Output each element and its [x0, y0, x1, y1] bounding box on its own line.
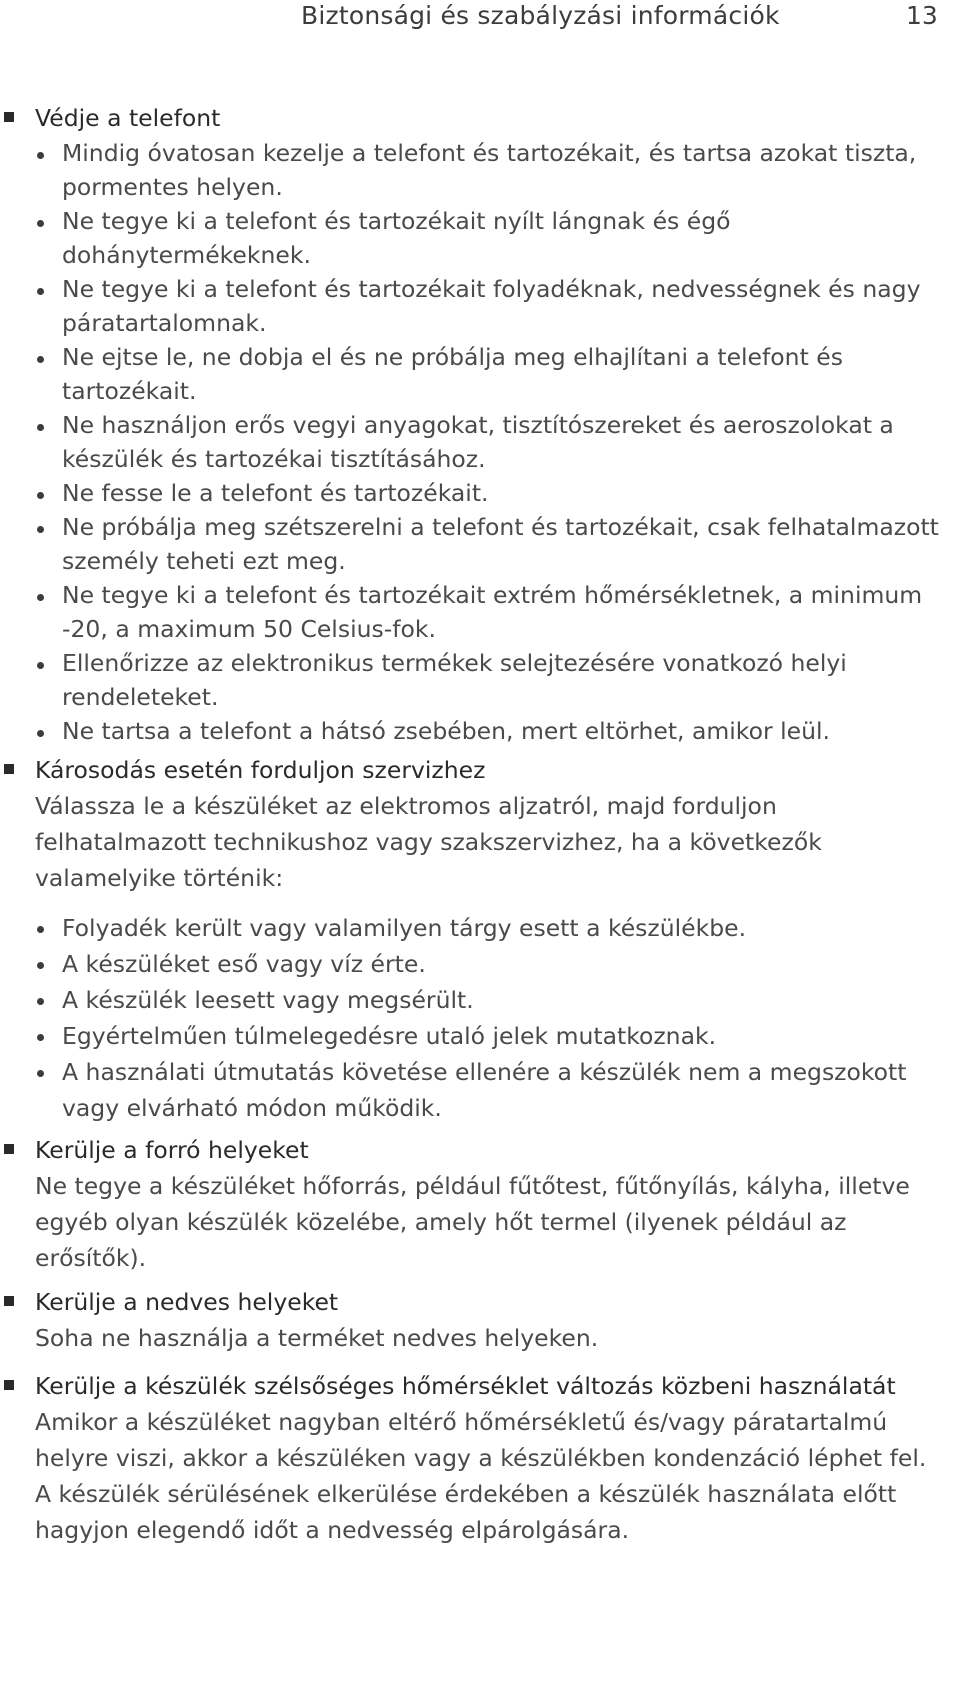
section-paragraph: Amikor a készüléket nagyban eltérő hőmérsékletű és/vagy páratartalmú helyre viszi, akkor a készüléken vagy a készülékben kondenzáció léphet fel. A készülék sérülésének elkerülése érdekében a készülék használata előtt hagyjon elegendő időt a nedvesség elpárolgására.: [35, 1408, 927, 1544]
bullet-dot-icon: [37, 998, 44, 1005]
list-item: [0, 910, 960, 946]
section-heading-text: Kerülje a nedves helyeket: [35, 1288, 339, 1316]
section-paragraph: Ne tegye a készüléket hőforrás, például fűtőtest, fűtőnyílás, kályha, illetve egyéb olyan készülék közelébe, amely hőt termel (ilyenek például az erősítők).: [35, 1172, 910, 1272]
list-item: [0, 646, 960, 714]
list-item: [0, 340, 960, 408]
list-item-text: Ne ejtse le, ne dobja el és ne próbálja meg elhajlítani a telefont és tartozékait.: [62, 343, 843, 405]
section-service-on-damage: [0, 752, 960, 1126]
list-item-text: A használati útmutatás követése ellenére a készülék nem a megszokott vagy elvárható módon működik.: [62, 1058, 907, 1122]
list-item: [0, 136, 960, 204]
square-bullet-icon: [4, 1380, 14, 1390]
list-item-text: Ne próbálja meg szétszerelni a telefont és tartozékait, csak felhatalmazott személy teheti ezt meg.: [62, 513, 939, 575]
list-item-text: Ne tegye ki a telefont és tartozékait nyílt lángnak és égő dohánytermékeknek.: [62, 207, 731, 269]
list-item: [0, 946, 960, 982]
section-paragraph: Soha ne használja a terméket nedves helyeken.: [35, 1324, 599, 1352]
page-header: [0, 0, 960, 40]
bullet-dot-icon: [37, 962, 44, 969]
list-item-text: Mindig óvatosan kezelje a telefont és tartozékait, és tartsa azokat tiszta, pormentes helyen.: [62, 139, 917, 201]
bullet-dot-icon: [37, 1034, 44, 1041]
bullet-dot-icon: [37, 356, 44, 363]
section-temperature-change: [0, 1368, 960, 1548]
square-bullet-icon: [4, 112, 14, 122]
list-item-text: Folyadék került vagy valamilyen tárgy esett a készülékbe.: [62, 914, 747, 942]
square-bullet-icon: [4, 1144, 14, 1154]
bullet-dot-icon: [37, 526, 44, 533]
list-item-text: Ne fesse le a telefont és tartozékait.: [62, 479, 489, 507]
bullet-dot-icon: [37, 594, 44, 601]
page-header-title: Biztonsági és szabályzási információk: [301, 1, 780, 30]
square-bullet-icon: [4, 764, 14, 774]
section-protect-phone: [0, 100, 960, 748]
bullet-list: [0, 136, 960, 748]
square-bullet-icon: [4, 1296, 14, 1306]
bullet-dot-icon: [37, 662, 44, 669]
section-heading-text: Kerülje a készülék szélsőséges hőmérséklet változás közbeni használatát: [35, 1372, 896, 1400]
list-item-text: Ne használjon erős vegyi anyagokat, tisztítószereket és aeroszolokat a készülék és tartozékai tisztításához.: [62, 411, 894, 473]
bullet-dot-icon: [37, 288, 44, 295]
list-item-text: Egyértelműen túlmelegedésre utaló jelek mutatkoznak.: [62, 1022, 717, 1050]
list-item: [0, 578, 960, 646]
list-item: [0, 476, 960, 510]
section-heading: [0, 752, 960, 788]
list-item: [0, 1018, 960, 1054]
bullet-dot-icon: [37, 220, 44, 227]
section-avoid-wet-places: [0, 1284, 960, 1356]
list-item-text: Ne tartsa a telefont a hátsó zsebében, mert eltörhet, amikor leül.: [62, 717, 830, 745]
section-heading-text: Kerülje a forró helyeket: [35, 1136, 309, 1164]
section-heading-text: Védje a telefont: [35, 104, 221, 132]
page-number: 13: [906, 1, 938, 30]
list-item-text: A készülék leesett vagy megsérült.: [62, 986, 474, 1014]
bullet-dot-icon: [37, 926, 44, 933]
section-heading: [0, 1132, 960, 1168]
section-avoid-hot-places: [0, 1132, 960, 1276]
list-item: [0, 408, 960, 476]
list-item: [0, 1054, 960, 1126]
section-paragraph: Válassza le a készüléket az elektromos aljzatról, majd forduljon felhatalmazott technikushoz vagy szakszervizhez, ha a következők valamelyike történik:: [35, 792, 822, 892]
bullet-dot-icon: [37, 152, 44, 159]
list-item: [0, 510, 960, 578]
section-heading: [0, 1368, 960, 1404]
bullet-list: [0, 910, 960, 1126]
bullet-dot-icon: [37, 730, 44, 737]
bullet-dot-icon: [37, 492, 44, 499]
list-item-text: Ne tegye ki a telefont és tartozékait folyadéknak, nedvességnek és nagy páratartalomnak.: [62, 275, 921, 337]
section-heading: [0, 1284, 960, 1320]
list-item: [0, 982, 960, 1018]
list-item: [0, 204, 960, 272]
bullet-dot-icon: [37, 1070, 44, 1077]
bullet-dot-icon: [37, 424, 44, 431]
list-item-text: Ne tegye ki a telefont és tartozékait extrém hőmérsékletnek, a minimum -20, a maximum 50 Celsius-fok.: [62, 581, 923, 643]
list-item-text: A készüléket eső vagy víz érte.: [62, 950, 426, 978]
list-item-text: Ellenőrizze az elektronikus termékek selejtezésére vonatkozó helyi rendeleteket.: [62, 649, 847, 711]
section-heading-text: Károsodás esetén forduljon szervizhez: [35, 756, 486, 784]
section-heading: [0, 100, 960, 136]
page-content: [0, 100, 960, 1548]
list-item: [0, 272, 960, 340]
list-item: [0, 714, 960, 748]
